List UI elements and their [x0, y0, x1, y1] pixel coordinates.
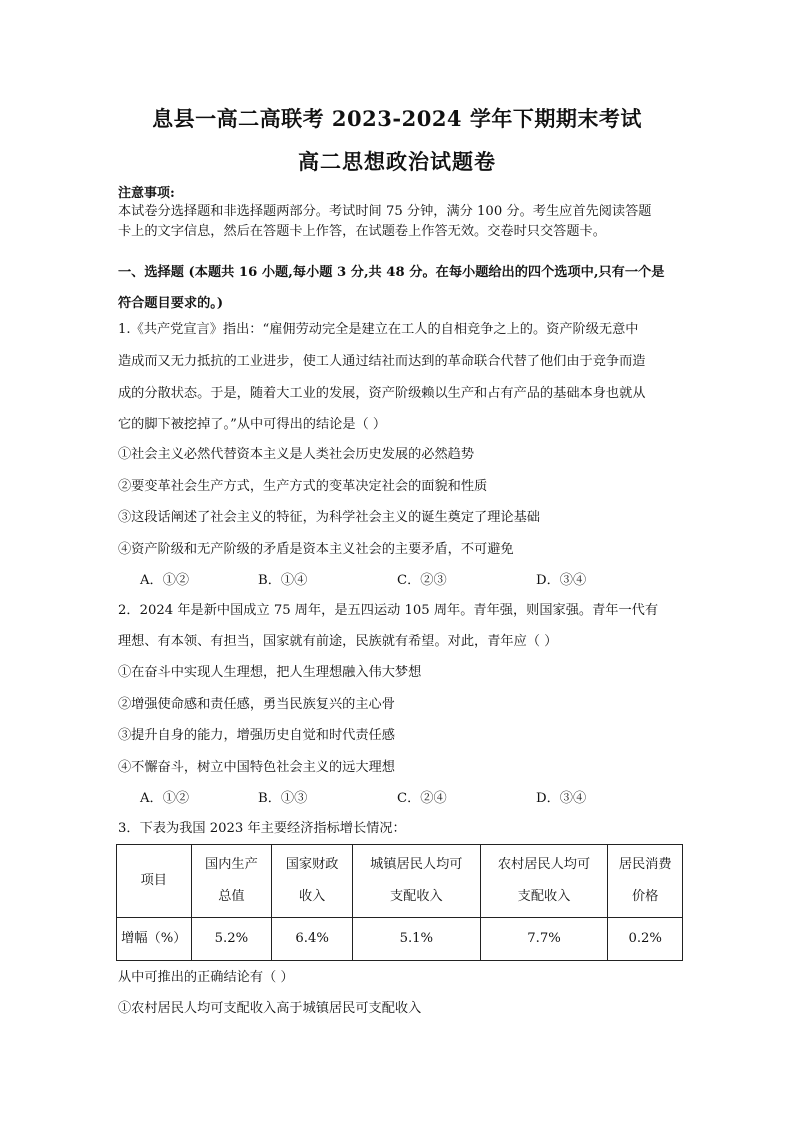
- section-line: 一、选择题 (本题共 16 小题,每小题 3 分,共 48 分。在每小题给出的四个选项中,只有一个是: [118, 265, 665, 280]
- answer-option: D．③④: [536, 573, 587, 588]
- table-header-row: [117, 845, 683, 918]
- answer-option: C．②③: [397, 573, 447, 588]
- section-line: 符合题目要求的。): [118, 296, 224, 311]
- header-text: 支配收入: [389, 889, 443, 904]
- table-header-cell: [480, 845, 608, 918]
- question-item: ②要变革社会生产方式，生产方式的变革决定社会的面貌和性质: [118, 479, 488, 494]
- question-item: ①农村居民人均可支配收入高于城镇居民可支配收入: [118, 1001, 422, 1016]
- notes-body: [118, 202, 678, 242]
- notes-line: 卡上的文字信息，然后在答题卡上作答，在试题卷上作答无效。交卷时只交答题卡。: [118, 224, 606, 239]
- question-text: 2．2024 年是新中国成立 75 周年，是五四运动 105 周年。青年强，则国家强。青年一代有: [118, 603, 659, 618]
- header-text: 收入: [298, 889, 326, 904]
- notes-heading: 注意事项:: [118, 186, 175, 201]
- header-text: 国内生产: [205, 857, 258, 872]
- header-text: 国家财政: [285, 857, 339, 872]
- table-cell: 5.1%: [352, 918, 480, 961]
- question-text: 从中可推出的正确结论有（ ）: [118, 970, 294, 985]
- table-cell: 增幅（%）: [117, 918, 192, 961]
- header-text: 农村居民人均可: [497, 857, 591, 872]
- header-text: 城镇居民人均可: [370, 857, 463, 872]
- answer-option: A．①②: [140, 791, 190, 806]
- question-item: ③这段话阐述了社会主义的特征，为科学社会主义的诞生奠定了理论基础: [118, 510, 540, 525]
- header-text: 支配收入: [517, 889, 571, 904]
- answer-option: C．②④: [397, 791, 447, 806]
- answer-option: B．①④: [258, 573, 308, 588]
- header-text: 价格: [632, 889, 659, 904]
- answer-option: D．③④: [536, 791, 587, 806]
- question-item: ④不懈奋斗，树立中国特色社会主义的远大理想: [118, 760, 395, 775]
- question-text: 1.《共产党宣言》指出：“雇佣劳动完全是建立在工人的自相竞争之上的。资产阶级无意中: [118, 322, 639, 337]
- question-text: 理想、有本领、有担当，国家就有前途，民族就有希望。对此，青年应（ ）: [118, 634, 558, 649]
- table-cell: 0.2%: [608, 918, 683, 961]
- economic-indicators-table: [116, 844, 683, 961]
- notes-line: 本试卷分选择题和非选择题两部分。考试时间 75 分钟，满分 100 分。考生应首先阅读答题: [118, 204, 652, 219]
- table-header-cell: [352, 845, 480, 918]
- table-header-cell: [272, 845, 353, 918]
- answer-option: B．①③: [258, 791, 308, 806]
- question-text: 造成而又无力抵抗的工业进步，使工人通过结社而达到的革命联合代替了他们由于竞争而造: [118, 354, 646, 369]
- answer-option: A．①②: [140, 573, 190, 588]
- question-text: 3．下表为我国 2023 年主要经济指标增长情况：: [118, 821, 406, 836]
- question-item: ④资产阶级和无产阶级的矛盾是资本主义社会的主要矛盾，不可避免: [118, 542, 514, 557]
- question-text: 它的脚下被挖掉了。”从中可得出的结论是（ ）: [118, 417, 387, 432]
- question-text: 成的分散状态。于是，随着大工业的发展，资产阶级赖以生产和占有产品的基础本身也就从: [118, 386, 646, 401]
- table-cell: 7.7%: [480, 918, 608, 961]
- question-item: ①在奋斗中实现人生理想，把人生理想融入伟大梦想: [118, 665, 422, 680]
- table-cell: 6.4%: [272, 918, 353, 961]
- table-header-cell: [191, 845, 272, 918]
- header-text: 总值: [218, 889, 245, 904]
- header-text: 项目: [140, 873, 167, 888]
- header-text: 居民消费: [618, 857, 672, 872]
- page-title: 息县一高二高联考 2023-2024 学年下期期末考试: [152, 106, 642, 131]
- table-row: [117, 918, 683, 961]
- section-heading: [118, 257, 688, 319]
- question-item: ③提升自身的能力，增强历史自觉和时代责任感: [118, 728, 395, 743]
- question-item: ①社会主义必然代替资本主义是人类社会历史发展的必然趋势: [118, 447, 475, 462]
- page-subtitle: 高二思想政治试题卷: [298, 149, 496, 174]
- question-item: ②增强使命感和责任感，勇当民族复兴的主心骨: [118, 697, 395, 712]
- table-cell: 5.2%: [191, 918, 272, 961]
- table-header-cell: [608, 845, 683, 918]
- table-header-cell: [117, 845, 192, 918]
